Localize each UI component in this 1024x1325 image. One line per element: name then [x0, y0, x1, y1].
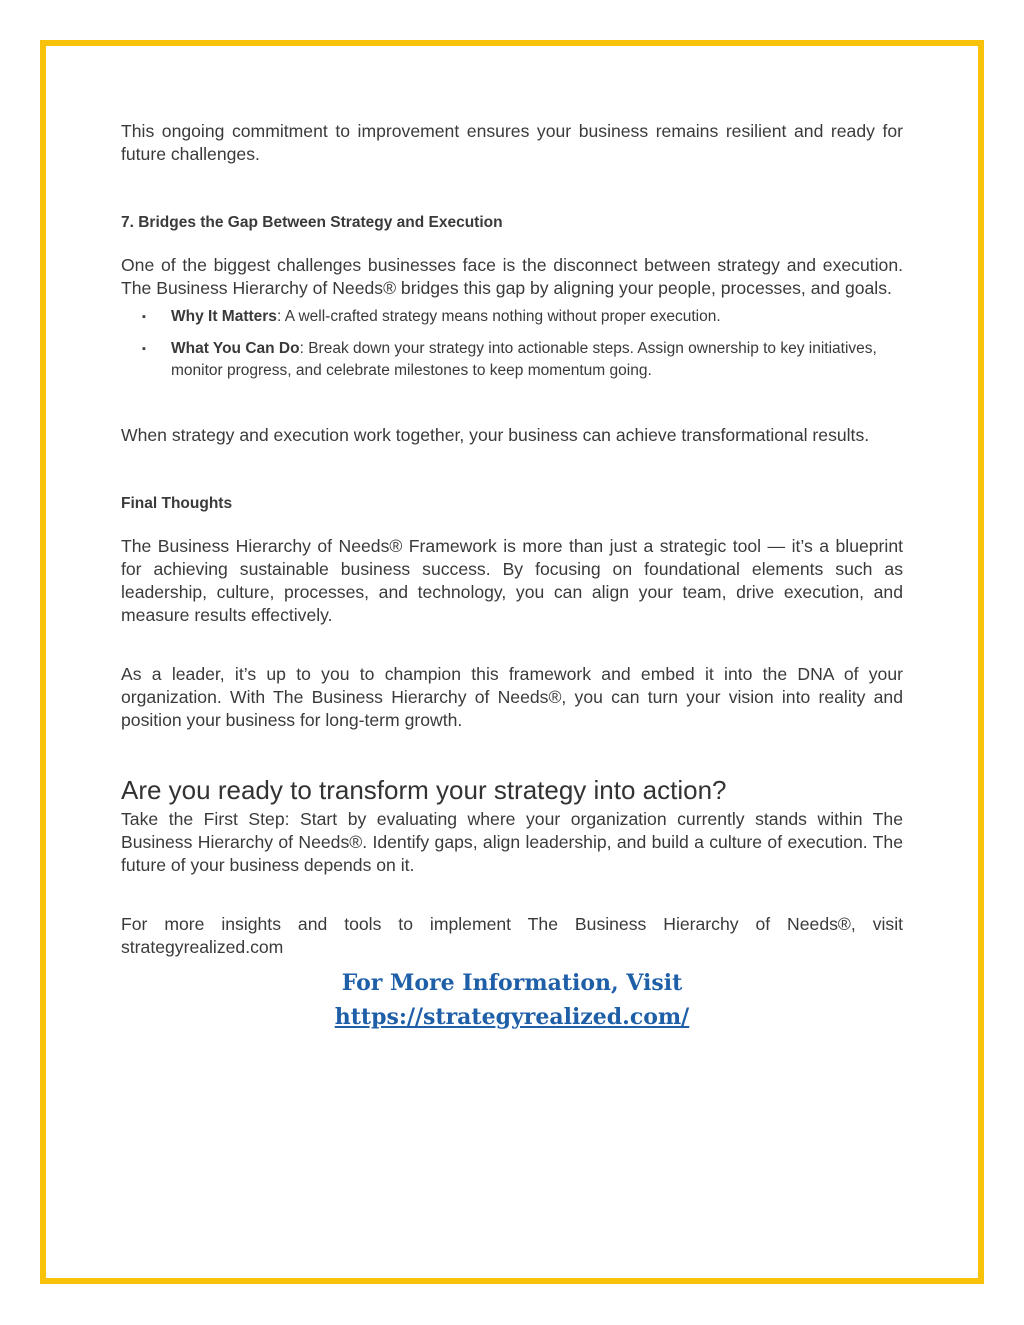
final-thoughts-paragraph-1: The Business Hierarchy of Needs® Framework is more than just a strategic tool — it’s a blueprint for achieving sustainable business success. By focusing on foundational elements such as leadership, culture, processes, and technology, you can align your team, drive execution, and measure results effectively. — [121, 536, 903, 625]
section-7-body: One of the biggest challenges businesses face is the disconnect between strategy and execution. The Business Hierarchy of Needs® bridges this gap by aligning your people, processes, and goals. — [121, 255, 903, 298]
page-content — [121, 120, 903, 1034]
bullet-label: What You Can Do — [171, 340, 300, 357]
cta-heading: Are you ready to transform your strategy into action? — [121, 775, 727, 805]
bullet-text: : Break down your strategy into actionable steps. Assign ownership to key initiatives, monitor progress, and celebrate milestones to keep momentum going. — [171, 340, 877, 379]
bullet-text: : A well-crafted strategy means nothing without proper execution. — [276, 308, 721, 325]
section-7-heading: 7. Bridges the Gap Between Strategy and Execution — [121, 214, 503, 231]
visit-block — [121, 966, 903, 1034]
section-7-closing: When strategy and execution work together, your business can achieve transformational results. — [121, 425, 870, 445]
square-bullet-icon: ▪ — [142, 311, 146, 323]
bullet-label: Why It Matters — [171, 308, 277, 325]
bullet-why-it-matters — [121, 306, 903, 328]
intro-paragraph: This ongoing commitment to improvement ensures your business remains resilient and ready for future challenges. — [121, 121, 903, 164]
final-thoughts-paragraph-2: As a leader, it’s up to you to champion this framework and embed it into the DNA of your organization. With The Business Hierarchy of Needs®, you can turn your vision into reality and position your business for long-term growth. — [121, 664, 903, 730]
bullet-what-you-can-do — [121, 338, 903, 382]
section-7-bullet-list — [121, 306, 903, 382]
cta-paragraph: Take the First Step: Start by evaluating where your organization currently stands within The Business Hierarchy of Needs®. Identify gaps, align leadership, and build a culture of execution. The future of your business depends on it. — [121, 809, 903, 875]
website-link[interactable]: https://strategyrealized.com/ — [334, 1004, 690, 1030]
final-thoughts-heading: Final Thoughts — [121, 495, 233, 512]
insights-paragraph: For more insights and tools to implement The Business Hierarchy of Needs®, visit strategyrealized.com — [121, 914, 903, 957]
visit-label: For More Information, Visit — [341, 970, 683, 996]
square-bullet-icon: ▪ — [142, 343, 146, 355]
